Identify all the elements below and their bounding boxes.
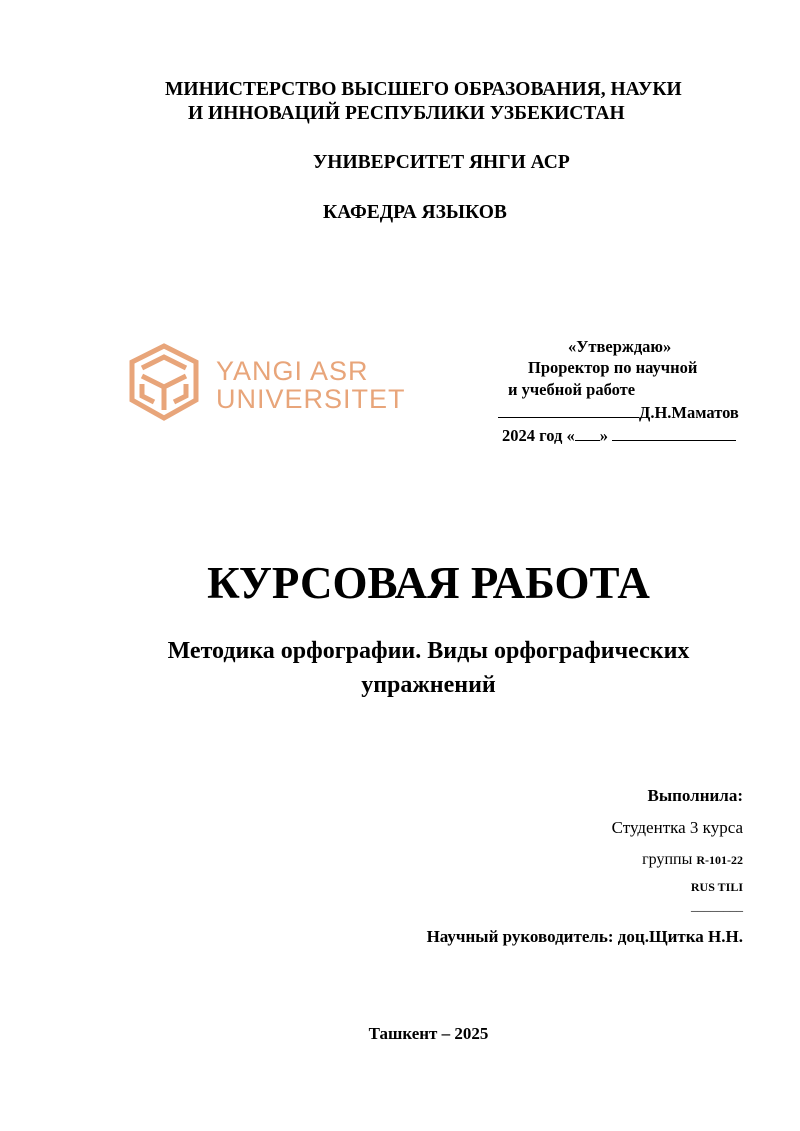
done-label: Выполнила: [647,786,743,805]
approval-signature [498,402,739,423]
ministry-line-1: МИНИСТЕРСТВО ВЫСШЕГО ОБРАЗОВАНИЯ, НАУКИ [165,79,682,100]
document-title: КУРСОВАЯ РАБОТА [207,558,650,608]
supervisor: Научный руководитель: доц.Щитка Н.Н. [426,927,743,946]
program-name: RUS TILI [690,880,743,894]
logo-text-line1: YANGI ASR [216,356,369,386]
ministry-line-2: И ИННОВАЦИЙ РЕСПУБЛИКИ УЗБЕКИСТАН [188,103,625,124]
city-year: Ташкент – 2025 [368,1024,489,1043]
department-name: КАФЕДРА ЯЗЫКОВ [323,202,507,223]
group-code: R-101-22 [696,853,743,867]
date-year-suffix: » [599,426,608,445]
blank-line: ________ [691,898,743,913]
date-year-prefix: 2024 год « [502,426,575,445]
approval-date [502,425,736,446]
approval-position-1: Проректор по научной [528,358,698,377]
university-logo [128,340,408,430]
approver-name: Д.Н.Маматов [639,403,739,422]
date-day-line [575,425,600,441]
signature-line [498,402,639,418]
student-course: Студентка 3 курса [611,818,743,837]
topic-line-1: Методика орфографии. Виды орфографических [167,638,690,664]
hexagon-cube-icon [128,340,408,430]
student-group [642,851,743,869]
logo-text-line2: UNIVERSITETI [216,384,408,414]
date-month-line [612,425,736,441]
approval-position-2: и учебной работе [508,380,636,399]
topic-line-2: упражнений [361,672,496,698]
approval-label: «Утверждаю» [568,337,672,356]
group-prefix: группы [642,851,697,868]
university-name: УНИВЕРСИТЕТ ЯНГИ АСР [313,152,570,173]
